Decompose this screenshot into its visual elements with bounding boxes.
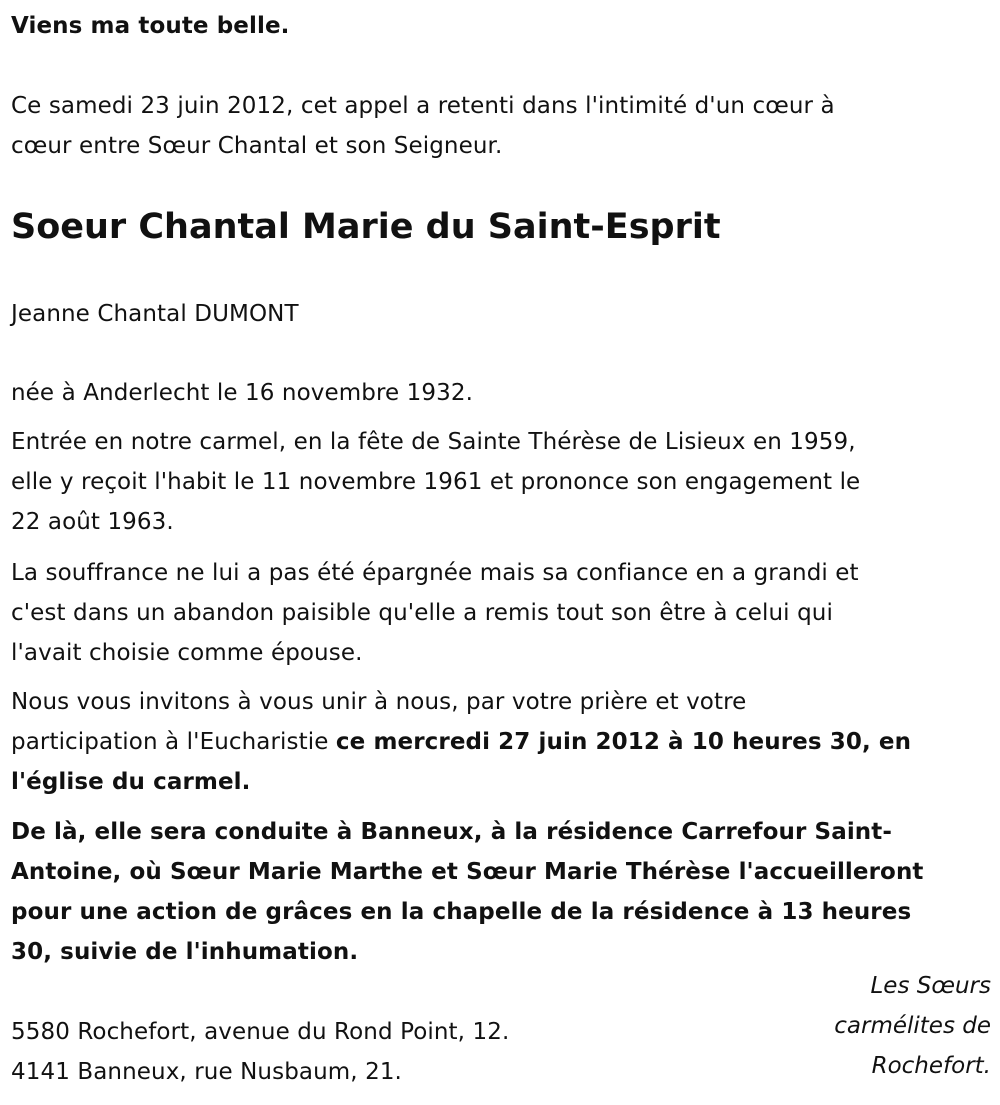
intro-line-2: cœur entre Sœur Chantal et son Seigneur.: [11, 133, 503, 159]
civil-name: Jeanne Chantal DUMONT: [11, 301, 299, 327]
invitation-line-3: l'église du carmel.: [11, 769, 251, 795]
signature-line-1: Les Sœurs: [870, 973, 991, 999]
ceremony-date-text: ce mercredi 27 juin 2012 à 10 heures 30, en: [335, 729, 912, 755]
burial-line-3: pour une action de grâces en la chapelle de la résidence à 13 heures: [11, 899, 912, 925]
address-banneux: 4141 Banneux, rue Nusbaum, 21.: [11, 1059, 402, 1085]
signature-line-3: Rochefort.: [871, 1053, 991, 1079]
entry-line-2: elle y reçoit l'habit le 11 novembre 1961 et prononce son engagement le: [11, 469, 861, 495]
invitation-line-2: [11, 722, 911, 762]
suffering-line-2: c'est dans un abandon paisible qu'elle a remis tout son être à celui qui: [11, 600, 833, 626]
burial-line-1: De là, elle sera conduite à Banneux, à la résidence Carrefour Saint-: [11, 819, 893, 845]
suffering-line-3: l'avait choisie comme épouse.: [11, 640, 363, 666]
deceased-name-heading: Soeur Chantal Marie du Saint-Esprit: [11, 207, 721, 247]
intro-line-1: Ce samedi 23 juin 2012, cet appel a retenti dans l'intimité d'un cœur à: [11, 93, 835, 119]
invitation-line-1: Nous vous invitons à vous unir à nous, par votre prière et votre: [11, 689, 747, 715]
entry-line-1: Entrée en notre carmel, en la fête de Sainte Thérèse de Lisieux en 1959,: [11, 429, 856, 455]
burial-line-4: 30, suivie de l'inhumation.: [11, 939, 359, 965]
burial-line-2: Antoine, où Sœur Marie Marthe et Sœur Marie Thérèse l'accueilleront: [11, 859, 924, 885]
signature-line-2: carmélites de: [834, 1013, 991, 1039]
suffering-line-1: La souffrance ne lui a pas été épargnée mais sa confiance en a grandi et: [11, 560, 859, 586]
entry-line-3: 22 août 1963.: [11, 509, 174, 535]
invitation-plain-text: participation à l'Eucharistie: [11, 729, 336, 755]
opening-line: Viens ma toute belle.: [11, 13, 290, 39]
address-rochefort: 5580 Rochefort, avenue du Rond Point, 12.: [11, 1019, 510, 1045]
birth-line: née à Anderlecht le 16 novembre 1932.: [11, 380, 474, 406]
